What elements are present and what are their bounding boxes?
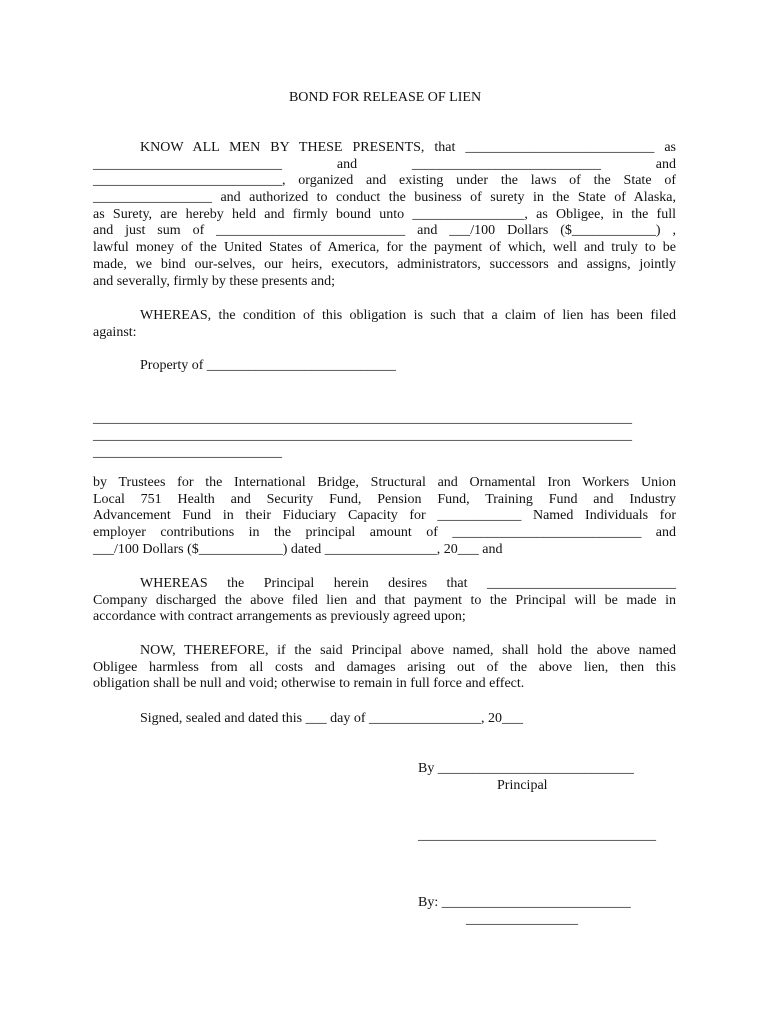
paragraph-line: Company discharged the above filed lien and that payment to the Principal will be made in bbox=[93, 592, 676, 608]
paragraph-line: Obligee harmless from all costs and damages arising out of the above lien, then this bbox=[93, 659, 676, 675]
paragraph-line: employer contributions in the principal amount of ___________________________ and bbox=[93, 525, 676, 541]
paragraph-line: _________________ and authorized to conduct the business of surety in the State of Alaska, bbox=[93, 190, 676, 206]
blank-line: _____________________________________________________________________________ bbox=[93, 428, 632, 443]
paragraph-line: Advancement Fund in their Fiduciary Capacity for ____________ Named Individuals for bbox=[93, 508, 676, 524]
paragraph-line: ___/100 Dollars ($____________) dated ________________, 20___ and bbox=[93, 541, 503, 557]
paragraph-line: against: bbox=[93, 324, 137, 340]
paragraph-line: KNOW ALL MEN BY THESE PRESENTS, that ___________________________ as bbox=[140, 140, 676, 155]
blank-line: _____________________________________________________________________________ bbox=[93, 411, 632, 426]
paragraph-know-all-men bbox=[93, 140, 676, 290]
paragraph-line: as Surety, are hereby held and firmly bound unto ________________, as Obligee, in the full bbox=[93, 206, 676, 222]
paragraph-line: obligation shall be null and void; otherwise to remain in full force and effect. bbox=[93, 676, 525, 692]
paragraph-line: by Trustees for the International Bridge, Structural and Ornamental Iron Workers Union bbox=[93, 475, 676, 490]
signed-sealed-dated-line: Signed, sealed and dated this ___ day of ________________, 20___ bbox=[140, 711, 524, 726]
property-of-line: Property of ___________________________ bbox=[140, 358, 396, 373]
paragraph-line: accordance with contract arrangements as previously agreed upon; bbox=[93, 609, 466, 625]
paragraph-line: ___________________________, organized and existing under the laws of the State of bbox=[93, 173, 676, 189]
paragraph-whereas-principal bbox=[93, 576, 676, 626]
paragraph-trustees bbox=[93, 475, 676, 558]
paragraph-now-therefore bbox=[93, 643, 676, 693]
principal-label: Principal bbox=[497, 778, 548, 793]
paragraph-line: WHEREAS, the condition of this obligation is such that a claim of lien has been filed bbox=[140, 308, 676, 323]
document-title: BOND FOR RELEASE OF LIEN bbox=[288, 90, 482, 105]
surety-signature-line: By: ___________________________ bbox=[418, 895, 631, 910]
paragraph-whereas-condition bbox=[93, 308, 676, 341]
signature-line: __________________________________ bbox=[418, 828, 656, 843]
blank-line: ___________________________ bbox=[93, 445, 282, 460]
paragraph-line: and just sum of ___________________________ and ___/100 Dollars ($____________) , bbox=[93, 223, 676, 239]
paragraph-line: and severally, firmly by these presents and; bbox=[93, 273, 336, 289]
surety-sub-line: ________________ bbox=[466, 912, 578, 927]
principal-signature-line: By ____________________________ bbox=[418, 761, 634, 776]
paragraph-line: NOW, THEREFORE, if the said Principal above named, shall hold the above named bbox=[140, 643, 676, 658]
paragraph-line: made, we bind our-selves, our heirs, executors, administrators, successors and assigns, jointly bbox=[93, 256, 676, 272]
paragraph-line: WHEREAS the Principal herein desires that ___________________________ bbox=[140, 576, 676, 591]
paragraph-line: Local 751 Health and Security Fund, Pension Fund, Training Fund and Industry bbox=[93, 491, 676, 507]
paragraph-line: ___________________________ and ___________________________ and bbox=[93, 156, 676, 172]
paragraph-line: lawful money of the United States of America, for the payment of which, well and truly to be bbox=[93, 240, 676, 256]
